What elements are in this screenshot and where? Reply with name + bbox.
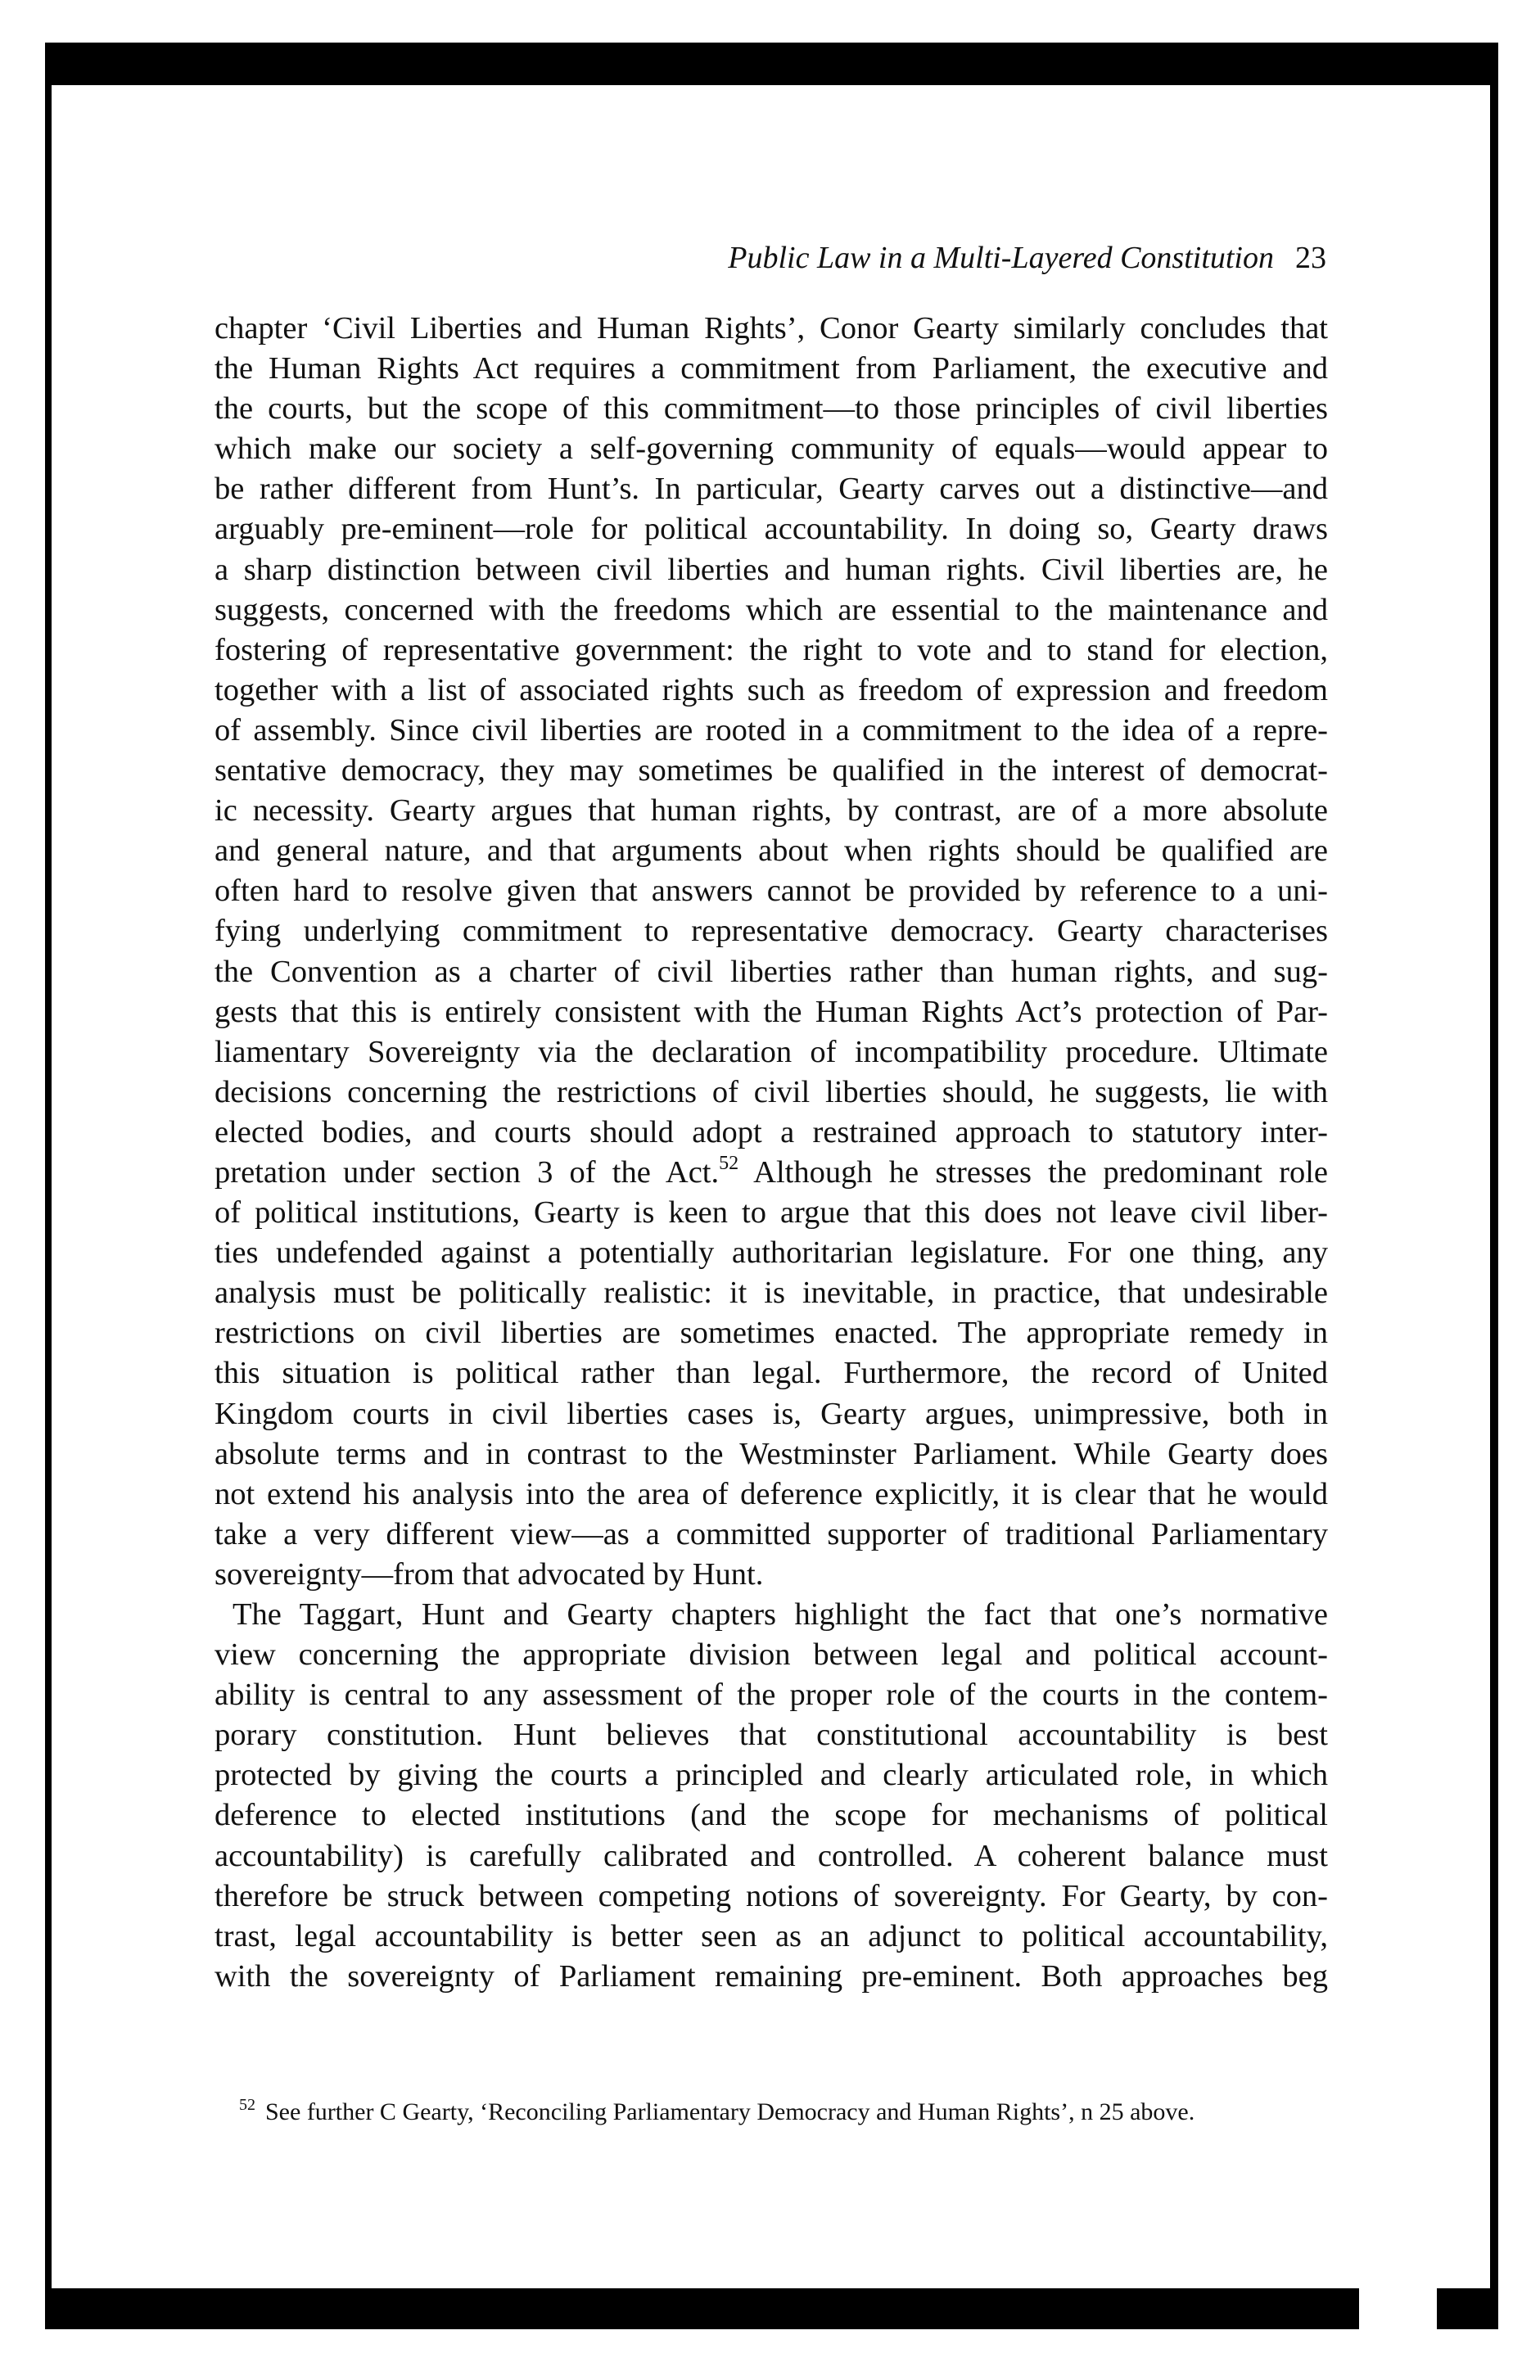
text-line: porary constitution. Hunt believes that constitutional accountability is best — [215, 1718, 1328, 1753]
footnote — [239, 2096, 1336, 2129]
text-line: protected by giving the courts a principled and clearly articulated role, in which — [215, 1758, 1328, 1793]
text-line: absolute terms and in contrast to the Westminster Parliament. While Gearty does — [215, 1436, 1328, 1471]
running-title: Public Law in a Multi-Layered Constitution — [728, 241, 1274, 275]
text-line: sovereignty—from that advocated by Hunt. — [215, 1556, 764, 1592]
text-line: fostering of representative government: the right to vote and to stand for election, — [215, 632, 1328, 667]
text-line: ability is central to any assessment of the proper role of the courts in the contem- — [215, 1678, 1328, 1713]
bottom-border-bar — [45, 2288, 1359, 2329]
text-line: liamentary Sovereignty via the declaration of incompatibility procedure. Ultimate — [215, 1034, 1328, 1069]
text-line: which make our society a self-governing community of equals—would appear to — [215, 431, 1328, 467]
text-line: accountability) is carefully calibrated and controlled. A coherent balance must — [215, 1838, 1328, 1873]
left-border-bar — [45, 43, 52, 2329]
text-line: chapter ‘Civil Liberties and Human Rights’, Conor Gearty similarly concludes that — [215, 311, 1328, 345]
text-segment: Although he stresses the predominant role — [738, 1154, 1328, 1190]
text-line: fying underlying commitment to representative democracy. Gearty characterises — [215, 914, 1328, 949]
footnote-number: 52 — [239, 2096, 255, 2114]
text-line: view concerning the appropriate division between legal and political account- — [215, 1637, 1328, 1673]
text-line: arguably pre-eminent—role for political accountability. In doing so, Gearty draws — [215, 512, 1328, 547]
text-line: of political institutions, Gearty is keen to argue that this does not leave civil liber- — [215, 1195, 1328, 1231]
text-line: therefore be struck between competing notions of sovereignty. For Gearty, by con- — [215, 1878, 1328, 1913]
text-line: gests that this is entirely consistent with the Human Rights Act’s protection of Par- — [215, 994, 1328, 1029]
text-line: together with a list of associated rights such as freedom of expression and freedom — [215, 672, 1328, 707]
text-line: analysis must be politically realistic: it is inevitable, in practice, that undesirable — [215, 1276, 1328, 1311]
text-line: take a very different view—as a committed supporter of traditional Parliamentary — [215, 1516, 1328, 1551]
text-line: decisions concerning the restrictions of civil liberties should, he suggests, lie with — [215, 1074, 1328, 1109]
top-border-bar — [45, 43, 1498, 85]
text-line: the Human Rights Act requires a commitment from Parliament, the executive and — [215, 351, 1328, 386]
paragraph-1 — [215, 309, 1328, 1595]
text-line: the Convention as a charter of civil liberties rather than human rights, and sug- — [215, 954, 1328, 989]
text-line: this situation is political rather than legal. Furthermore, the record of United — [215, 1356, 1328, 1391]
bottom-corner-bar — [1437, 2288, 1498, 2329]
running-header — [205, 237, 1326, 278]
text-line: with the sovereignty of Parliament remaining pre-eminent. Both approaches beg — [215, 1958, 1328, 1994]
text-line: a sharp distinction between civil liberties and human rights. Civil liberties are, he — [215, 552, 1328, 587]
footnote-reference: 52 — [719, 1152, 739, 1174]
footnote-text: See further C Gearty, ‘Reconciling Parliamentary Democracy and Human Rights’, n 25 above. — [265, 2098, 1195, 2125]
text-line: trast, legal accountability is better seen as an adjunct to political accountability, — [215, 1918, 1328, 1953]
text-line-with-footnote-ref — [215, 1153, 1328, 1193]
text-line: elected bodies, and courts should adopt a restrained approach to statutory inter- — [215, 1114, 1328, 1149]
text-line: The Taggart, Hunt and Gearty chapters highlight the fact that one’s normative — [233, 1597, 1328, 1632]
text-line: deference to elected institutions (and the scope for mechanisms of political — [215, 1798, 1328, 1833]
text-line: not extend his analysis into the area of deference explicitly, it is clear that he would — [215, 1476, 1328, 1511]
text-line: be rather different from Hunt’s. In particular, Gearty carves out a distinctive—and — [215, 472, 1328, 507]
text-line: ic necessity. Gearty argues that human rights, by contrast, are of a more absolute — [215, 793, 1328, 829]
paragraph-2 — [215, 1595, 1328, 1997]
body-text — [215, 309, 1328, 1997]
text-line: and general nature, and that arguments about when rights should be qualified are — [215, 833, 1328, 869]
text-segment: pretation under section 3 of the Act. — [215, 1154, 720, 1190]
text-line: sentative democracy, they may sometimes be qualified in the interest of democrat- — [215, 753, 1328, 788]
text-line: restrictions on civil liberties are sometimes enacted. The appropriate remedy in — [215, 1316, 1328, 1351]
text-line: suggests, concerned with the freedoms which are essential to the maintenance and — [215, 592, 1328, 627]
text-line: often hard to resolve given that answers cannot be provided by reference to a uni- — [215, 874, 1328, 909]
right-border-bar — [1490, 43, 1498, 2329]
page-number: 23 — [1295, 241, 1326, 275]
text-line: Kingdom courts in civil liberties cases is, Gearty argues, unimpressive, both in — [215, 1396, 1328, 1431]
text-line: ties undefended against a potentially authoritarian legislature. For one thing, any — [215, 1235, 1328, 1271]
text-line: the courts, but the scope of this commitment—to those principles of civil liberties — [215, 391, 1328, 427]
text-line: of assembly. Since civil liberties are rooted in a commitment to the idea of a repre- — [215, 712, 1328, 747]
